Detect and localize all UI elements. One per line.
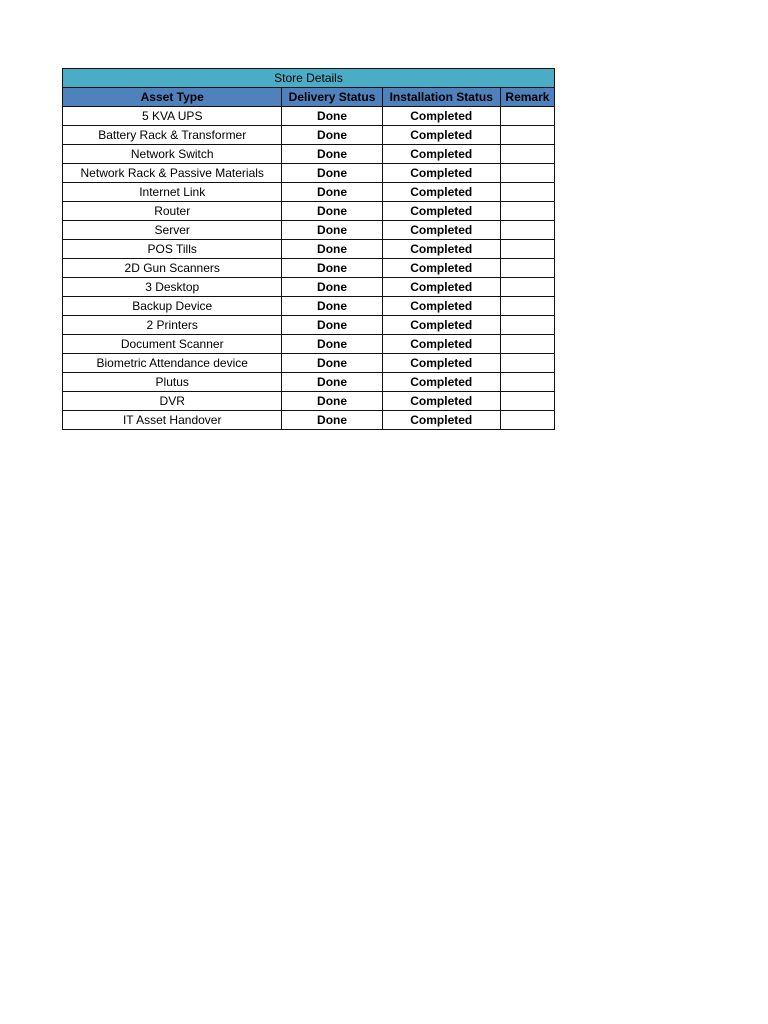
delivery-status-cell[interactable]: Done	[282, 411, 382, 430]
delivery-status-cell[interactable]: Done	[282, 221, 382, 240]
table-row	[63, 240, 555, 259]
remark-cell[interactable]	[500, 278, 554, 297]
delivery-status-cell[interactable]: Done	[282, 278, 382, 297]
table-title: Store Details	[63, 69, 555, 88]
table-row	[63, 259, 555, 278]
table-row	[63, 126, 555, 145]
store-details-table	[62, 68, 555, 430]
remark-cell[interactable]	[500, 335, 554, 354]
installation-status-cell[interactable]: Completed	[382, 145, 500, 164]
installation-status-cell[interactable]: Completed	[382, 240, 500, 259]
table-row	[63, 221, 555, 240]
remark-cell[interactable]	[500, 202, 554, 221]
asset-type-cell[interactable]: Network Rack & Passive Materials	[63, 164, 282, 183]
table-row	[63, 183, 555, 202]
table-row	[63, 145, 555, 164]
installation-status-cell[interactable]: Completed	[382, 221, 500, 240]
asset-type-cell[interactable]: Network Switch	[63, 145, 282, 164]
column-header-installation-status: Installation Status	[382, 88, 500, 107]
delivery-status-cell[interactable]: Done	[282, 240, 382, 259]
remark-cell[interactable]	[500, 145, 554, 164]
table-row	[63, 411, 555, 430]
remark-cell[interactable]	[500, 354, 554, 373]
delivery-status-cell[interactable]: Done	[282, 164, 382, 183]
table-row	[63, 164, 555, 183]
asset-type-cell[interactable]: Battery Rack & Transformer	[63, 126, 282, 145]
asset-type-cell[interactable]: 5 KVA UPS	[63, 107, 282, 126]
column-header-remark: Remark	[500, 88, 554, 107]
delivery-status-cell[interactable]: Done	[282, 392, 382, 411]
delivery-status-cell[interactable]: Done	[282, 126, 382, 145]
delivery-status-cell[interactable]: Done	[282, 145, 382, 164]
store-details-sheet	[62, 68, 555, 430]
installation-status-cell[interactable]: Completed	[382, 297, 500, 316]
installation-status-cell[interactable]: Completed	[382, 164, 500, 183]
delivery-status-cell[interactable]: Done	[282, 316, 382, 335]
asset-type-cell[interactable]: DVR	[63, 392, 282, 411]
asset-type-cell[interactable]: Document Scanner	[63, 335, 282, 354]
remark-cell[interactable]	[500, 259, 554, 278]
delivery-status-cell[interactable]: Done	[282, 335, 382, 354]
remark-cell[interactable]	[500, 107, 554, 126]
delivery-status-cell[interactable]: Done	[282, 297, 382, 316]
delivery-status-cell[interactable]: Done	[282, 373, 382, 392]
installation-status-cell[interactable]: Completed	[382, 411, 500, 430]
remark-cell[interactable]	[500, 126, 554, 145]
asset-type-cell[interactable]: POS Tills	[63, 240, 282, 259]
asset-type-cell[interactable]: 2 Printers	[63, 316, 282, 335]
table-body	[63, 107, 555, 430]
installation-status-cell[interactable]: Completed	[382, 316, 500, 335]
installation-status-cell[interactable]: Completed	[382, 202, 500, 221]
remark-cell[interactable]	[500, 297, 554, 316]
delivery-status-cell[interactable]: Done	[282, 354, 382, 373]
asset-type-cell[interactable]: Biometric Attendance device	[63, 354, 282, 373]
remark-cell[interactable]	[500, 240, 554, 259]
delivery-status-cell[interactable]: Done	[282, 259, 382, 278]
installation-status-cell[interactable]: Completed	[382, 392, 500, 411]
asset-type-cell[interactable]: Server	[63, 221, 282, 240]
asset-type-cell[interactable]: 3 Desktop	[63, 278, 282, 297]
table-row	[63, 335, 555, 354]
delivery-status-cell[interactable]: Done	[282, 107, 382, 126]
delivery-status-cell[interactable]: Done	[282, 183, 382, 202]
asset-type-cell[interactable]: Router	[63, 202, 282, 221]
asset-type-cell[interactable]: Internet Link	[63, 183, 282, 202]
table-row	[63, 316, 555, 335]
remark-cell[interactable]	[500, 316, 554, 335]
table-row	[63, 354, 555, 373]
remark-cell[interactable]	[500, 392, 554, 411]
asset-type-cell[interactable]: Backup Device	[63, 297, 282, 316]
remark-cell[interactable]	[500, 221, 554, 240]
table-row	[63, 392, 555, 411]
table-row	[63, 202, 555, 221]
remark-cell[interactable]	[500, 411, 554, 430]
installation-status-cell[interactable]: Completed	[382, 259, 500, 278]
installation-status-cell[interactable]: Completed	[382, 373, 500, 392]
table-row	[63, 107, 555, 126]
column-header-asset-type: Asset Type	[63, 88, 282, 107]
installation-status-cell[interactable]: Completed	[382, 107, 500, 126]
remark-cell[interactable]	[500, 183, 554, 202]
table-row	[63, 373, 555, 392]
table-row	[63, 297, 555, 316]
column-header-delivery-status: Delivery Status	[282, 88, 382, 107]
asset-type-cell[interactable]: Plutus	[63, 373, 282, 392]
remark-cell[interactable]	[500, 373, 554, 392]
installation-status-cell[interactable]: Completed	[382, 278, 500, 297]
table-row	[63, 278, 555, 297]
installation-status-cell[interactable]: Completed	[382, 126, 500, 145]
installation-status-cell[interactable]: Completed	[382, 354, 500, 373]
remark-cell[interactable]	[500, 164, 554, 183]
asset-type-cell[interactable]: IT Asset Handover	[63, 411, 282, 430]
installation-status-cell[interactable]: Completed	[382, 183, 500, 202]
asset-type-cell[interactable]: 2D Gun Scanners	[63, 259, 282, 278]
header-row	[63, 88, 555, 107]
title-row	[63, 69, 555, 88]
delivery-status-cell[interactable]: Done	[282, 202, 382, 221]
installation-status-cell[interactable]: Completed	[382, 335, 500, 354]
